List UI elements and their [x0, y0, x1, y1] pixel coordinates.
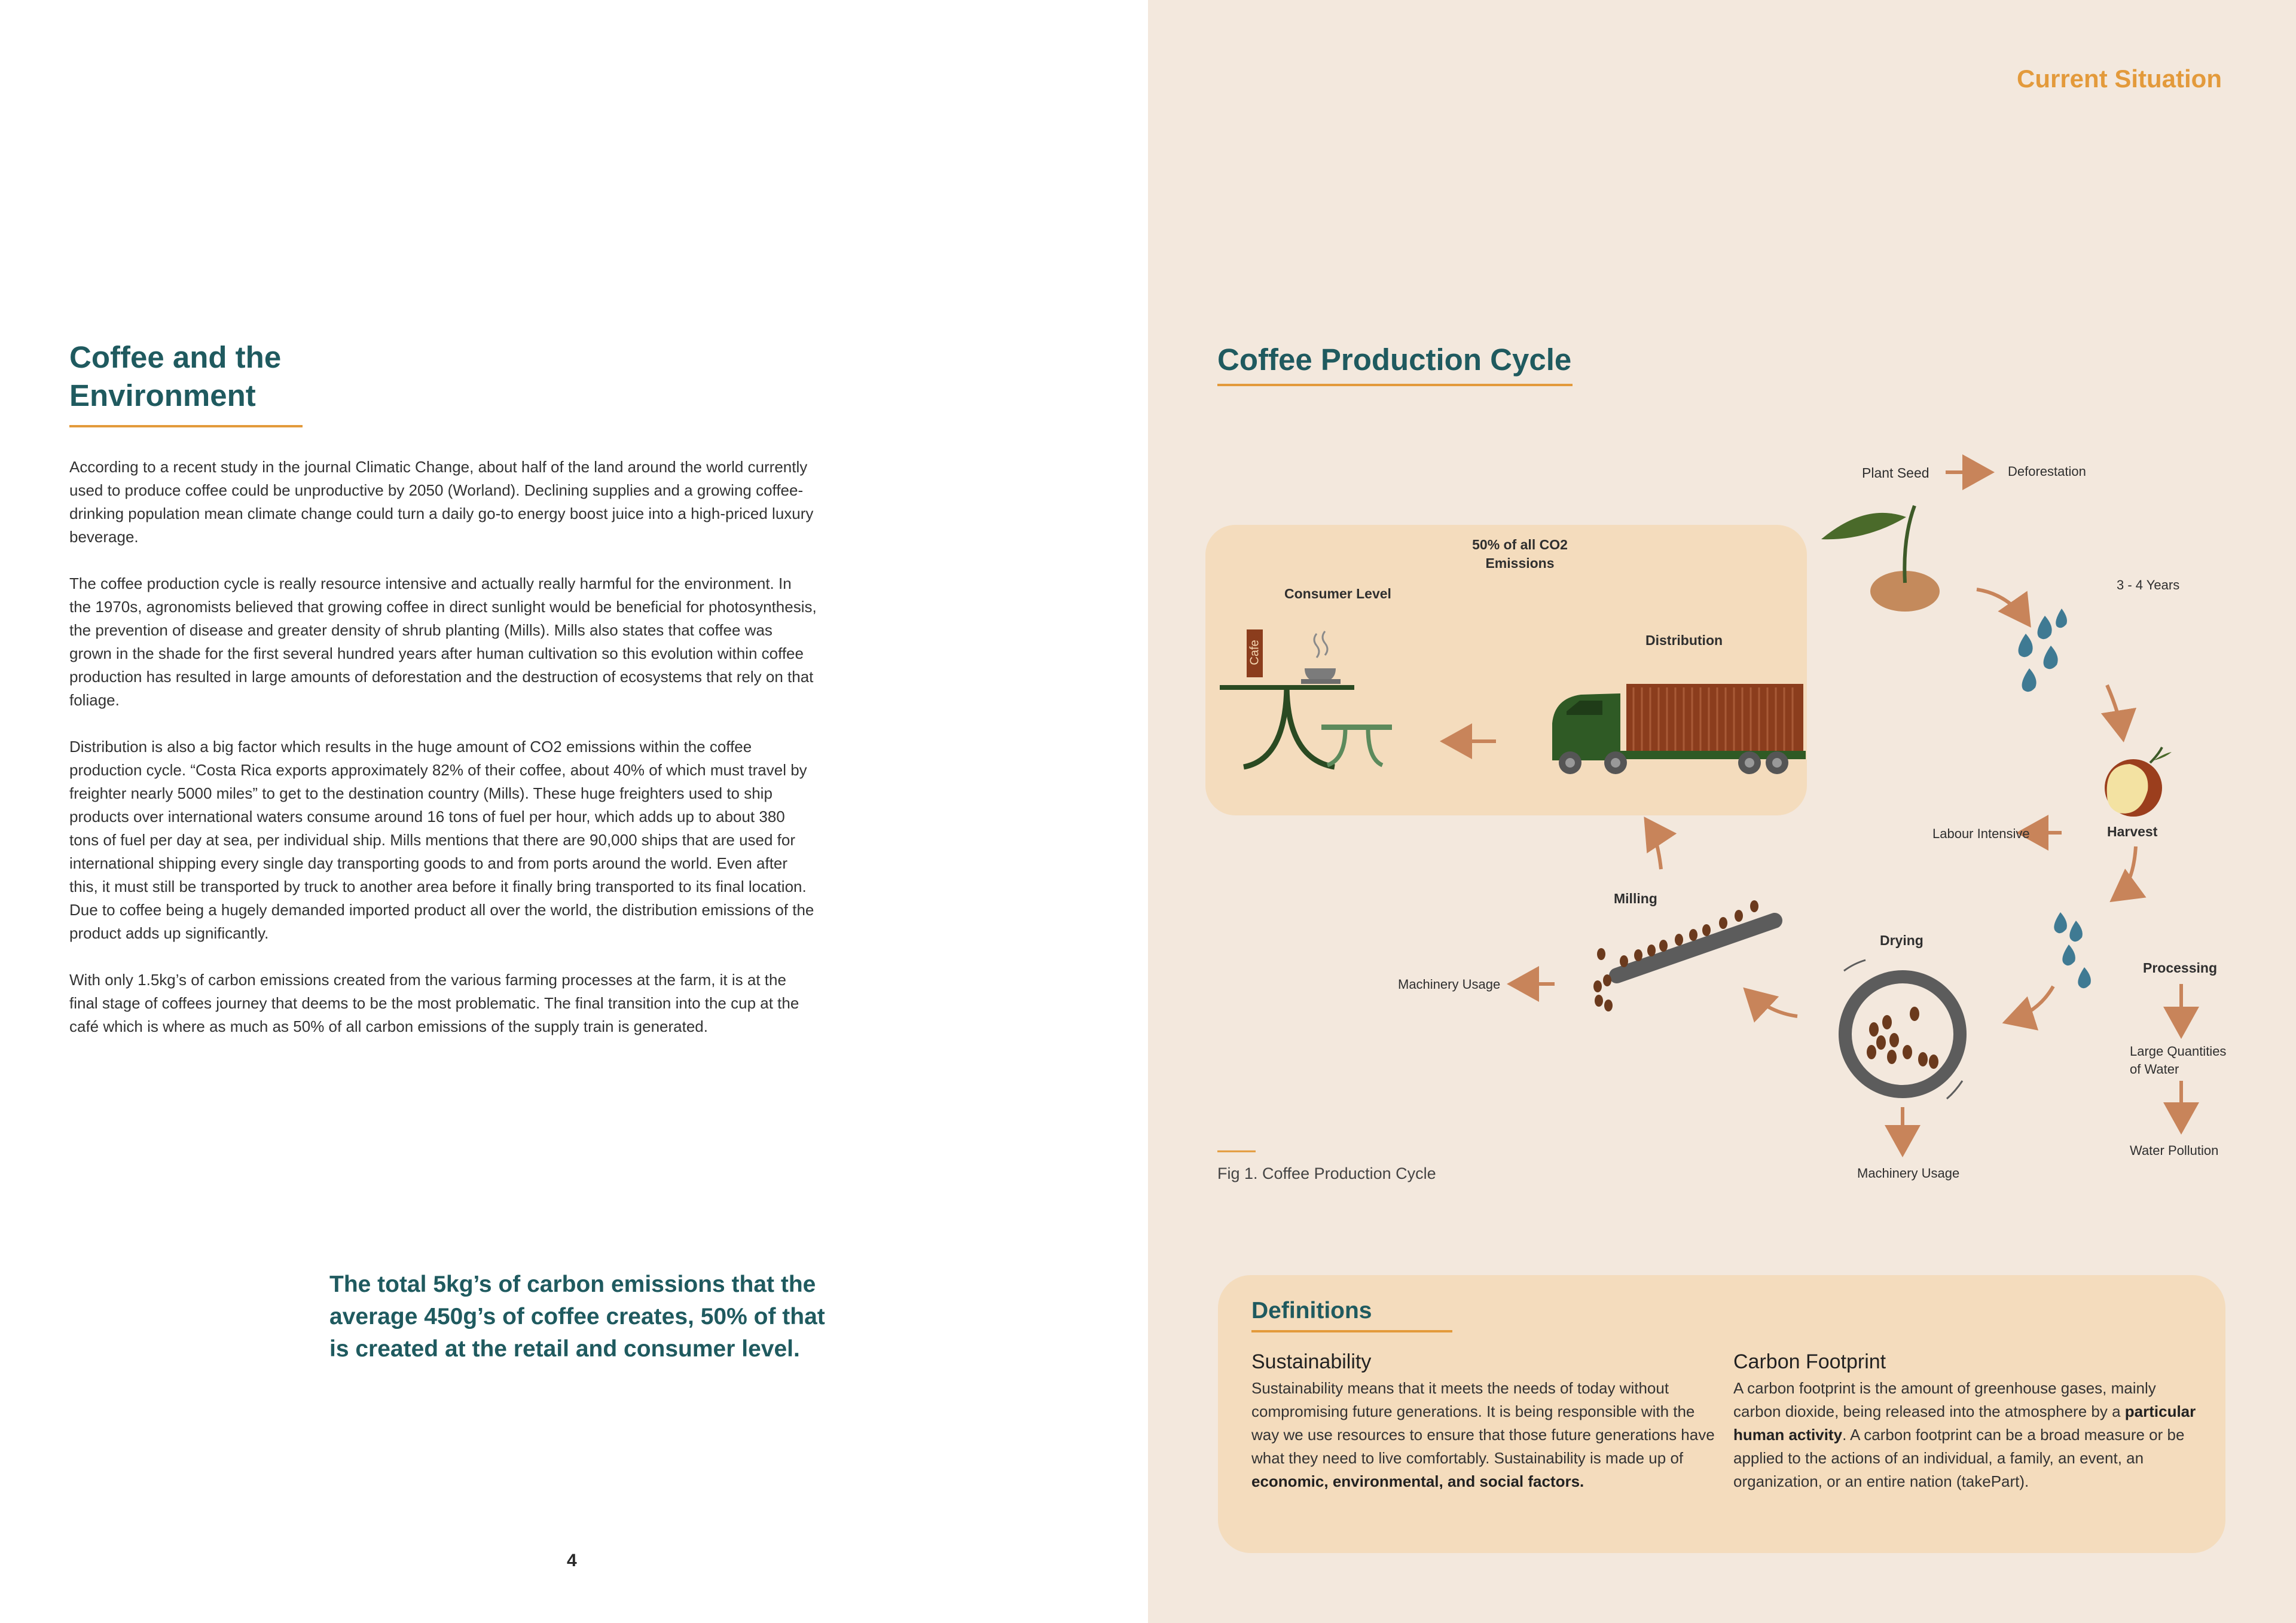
drying-drum-icon [1844, 960, 1962, 1099]
label-drying: Drying [1880, 933, 1923, 948]
label-large-water-2: of Water [2130, 1062, 2179, 1077]
arrow-milling-to-distribution [1648, 823, 1661, 869]
paragraph-2: The coffee production cycle is really resource intensive and actually really harmful for the environment. In the 1970s, agronomists believed that growing coffee in direct sunlight would be beneficial for photosynthesis, the prevention of disease and greater density of shrub planting (Mills). Mills also states that coffee was grown in the shade for the first several hundred years after human cultivation so this evolution within coffee production has resulted in large amounts of deforestation and the destruction of ecosystems that rely on that foliage. [69, 574, 817, 709]
cafe-sign-label: Cafe [1248, 640, 1262, 665]
label-co2 [1448, 537, 1592, 571]
carbon-footprint-text [1733, 1377, 2200, 1493]
label-deforestation: Deforestation [2008, 464, 2086, 479]
label-labour: Labour Intensive [1932, 826, 2030, 841]
definitions-title: Definitions [1251, 1298, 1372, 1324]
label-plant-seed: Plant Seed [1862, 465, 1929, 481]
label-processing: Processing [2143, 960, 2217, 976]
label-water-pollution: Water Pollution [2130, 1143, 2219, 1158]
page-number: 4 [567, 1551, 577, 1570]
label-milling: Milling [1614, 891, 1657, 906]
term-sustainability: Sustainability [1251, 1350, 1372, 1373]
plant-seed-icon [1821, 506, 1940, 612]
term-carbon-footprint: Carbon Footprint [1733, 1350, 1886, 1373]
label-machinery-drying: Machinery Usage [1857, 1166, 1960, 1181]
pull-quote: The total 5kg’s of carbon emissions that the average 450g’s of coffee creates, 50% of that is created at the retail and consumer level. [329, 1271, 825, 1362]
definitions-box [1218, 1275, 2225, 1553]
arrow-harvest-to-processing [2115, 846, 2136, 898]
figure-caption: Fig 1. Coffee Production Cycle [1217, 1164, 1436, 1182]
arrow-processing-to-drying [2009, 986, 2053, 1021]
label-co2-line2: Emissions [1485, 555, 1555, 571]
label-years: 3 - 4 Years [2117, 577, 2180, 592]
label-harvest: Harvest [2107, 824, 2158, 839]
arrow-growth-to-harvest [2107, 685, 2123, 735]
processing-drops-icon [2054, 912, 2091, 988]
sustainability-text [1251, 1377, 1718, 1493]
milling-icon [1593, 900, 1775, 1011]
diagram-title: Coffee Production Cycle [1217, 343, 1572, 377]
label-consumer-level: Consumer Level [1284, 586, 1391, 601]
body-text [69, 456, 817, 1062]
page-title [69, 338, 281, 415]
paragraph-4: With only 1.5kg’s of carbon emissions created from the various farming processes at the farm, it is at the final stage of coffees journey that deems to be the most problematic. The final transition into the cup at the café which is where as much as 50% of all carbon emissions of the supply train is generated. [69, 971, 799, 1035]
title-line-1: Coffee and the [69, 340, 282, 374]
sustainability-text-body: Sustainability means that it meets the needs of today without compromising future generations. It is being responsible with the way we use resources to ensure that those future generations have what they need to live comfortably. Sustainability is made up of [1251, 1379, 1715, 1467]
label-machinery-milling: Machinery Usage [1398, 977, 1501, 992]
title-line-2: Environment [69, 378, 256, 412]
sustainability-text-bold: economic, environmental, and social factors. [1251, 1472, 1584, 1490]
definitions-underline [1251, 1330, 1452, 1332]
paragraph-3: Distribution is also a big factor which results in the huge amount of CO2 emissions within the coffee production cycle. “Costa Rica exports approximately 82% of their coffee, about 40% of which must travel by freighter nearly 5000 miles” to get to the destination country (Mills). These huge freighters used to ship products over international waters consume around 16 tons of fuel per hour, which adds up to about 380 tons of fuel per day at sea, per individual ship. Mills mentions that there are 90,000 ships that are used for international shipping every single day transporting goods to and from ports around the world. Even after this, it must still be transported by truck to another area before it finally bring transported to its final location. Due to coffee being a hugely demanded imported product all over the world, the distribution emissions of the product adds up significantly. [69, 738, 814, 942]
title-underline [69, 425, 303, 427]
arrow-drying-to-milling [1748, 992, 1797, 1016]
section-header: Current Situation [2017, 65, 2222, 93]
right-page [1148, 0, 2296, 1623]
paragraph-1: According to a recent study in the journal Climatic Change, about half of the land around the world currently used to produce coffee could be unproductive by 2050 (Worland). Declining supplies and a growing coffee-drinking population mean climate change could turn a daily go-to energy boost juice into a high-priced luxury beverage. [69, 458, 814, 546]
label-distribution: Distribution [1645, 632, 1723, 648]
arrow-seed-to-growth [1977, 589, 2027, 622]
carbon-text-bold: particular human activity [1733, 1402, 2196, 1444]
label-co2-line1: 50% of all CO2 [1472, 537, 1568, 552]
carbon-text-a: A carbon footprint is the amount of greenhouse gases, mainly carbon dioxide, being released into the atmosphere by a [1733, 1379, 2156, 1420]
coffee-cherry-icon [2105, 747, 2172, 817]
label-large-water-1: Large Quantities [2130, 1044, 2227, 1059]
carbon-text-b: . A carbon footprint can be a broad measure or be applied to the actions of an individual, a family, an event, an organization, or an entire nation (takePart). [1733, 1426, 2185, 1490]
